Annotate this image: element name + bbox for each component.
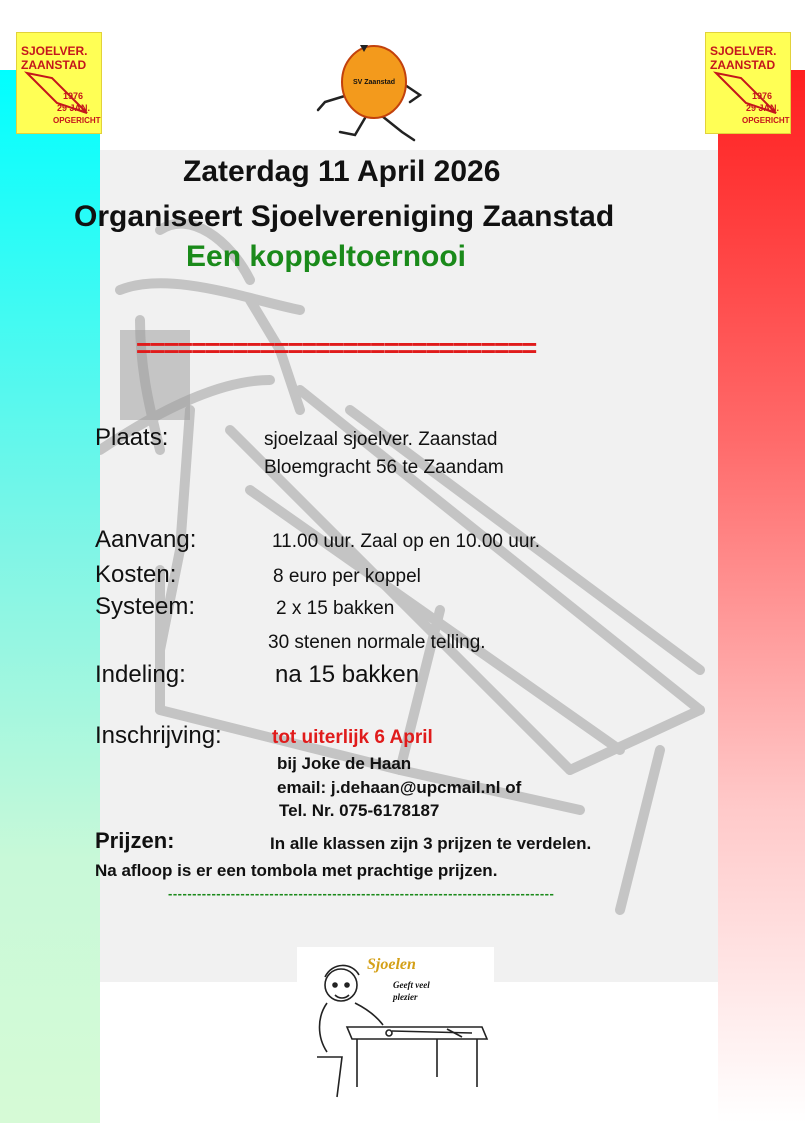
indeling-label: Indeling: bbox=[95, 661, 186, 688]
event-title: Een koppeltoernooi bbox=[186, 240, 467, 273]
svg-text:SJOELVER.: SJOELVER. bbox=[710, 44, 777, 58]
systeem-value-1: 2 x 15 bakken bbox=[276, 598, 395, 619]
aanvang-value: 11.00 uur. Zaal op en 10.00 uur. bbox=[272, 531, 540, 552]
kosten-label: Kosten: bbox=[95, 561, 177, 588]
svg-text:1976: 1976 bbox=[752, 91, 773, 101]
contact-email: email: j.dehaan@upcmail.nl of bbox=[277, 778, 522, 797]
svg-text:ZAANSTAD: ZAANSTAD bbox=[21, 58, 87, 72]
svg-text:Geeft veel: Geeft veel bbox=[393, 980, 430, 990]
svg-text:OPGERICHT: OPGERICHT bbox=[53, 116, 101, 125]
svg-text:OPGERICHT: OPGERICHT bbox=[742, 116, 790, 125]
svg-text:plezier: plezier bbox=[393, 992, 418, 1002]
right-color-band bbox=[718, 70, 805, 1123]
svg-text:ZAANSTAD: ZAANSTAD bbox=[710, 58, 776, 72]
plaats-value-line2: Bloemgracht 56 te Zaandam bbox=[264, 457, 504, 478]
svg-text:29 JAN.: 29 JAN. bbox=[746, 103, 780, 113]
red-divider: ============================= bbox=[136, 337, 536, 359]
prijzen-value: In alle klassen zijn 3 prijzen te verdelen. bbox=[270, 834, 592, 853]
svg-text:SJOELVER.: SJOELVER. bbox=[21, 44, 88, 58]
systeem-value-2: 30 stenen normale telling. bbox=[268, 632, 486, 653]
kosten-value: 8 euro per koppel bbox=[273, 566, 421, 587]
aanvang-label: Aanvang: bbox=[95, 526, 197, 553]
club-logo-left bbox=[16, 32, 102, 134]
indeling-value: na 15 bakken bbox=[275, 661, 420, 688]
plaats-value-line1: sjoelzaal sjoelver. Zaanstad bbox=[264, 429, 498, 450]
svg-text:29 JAN.: 29 JAN. bbox=[57, 103, 91, 113]
prijzen-label: Prijzen: bbox=[95, 828, 175, 853]
club-logo-right bbox=[705, 32, 791, 134]
inschrijving-deadline: tot uiterlijk 6 April bbox=[272, 727, 433, 748]
svg-text:SV Zaanstad: SV Zaanstad bbox=[352, 79, 396, 86]
systeem-label: Systeem: bbox=[95, 593, 196, 620]
contact-phone: Tel. Nr. 075-6178187 bbox=[279, 801, 440, 820]
contact-name: bij Joke de Haan bbox=[277, 754, 412, 773]
tombola-line: Na afloop is er een tombola met prachtige prijzen. bbox=[95, 861, 498, 880]
sjoelen-cartoon bbox=[297, 947, 494, 1102]
inschrijving-label: Inschrijving: bbox=[95, 722, 222, 749]
svg-text:Sjoelen: Sjoelen bbox=[367, 956, 416, 973]
mascot-running-puck bbox=[310, 40, 435, 145]
event-date: Zaterdag 11 April 2026 bbox=[183, 155, 501, 188]
plaats-label: Plaats: bbox=[95, 424, 169, 451]
organizer-line: Organiseert Sjoelvereniging Zaanstad bbox=[74, 200, 615, 233]
green-divider: -------------------------------------------------------------------------------- bbox=[168, 888, 555, 900]
svg-text:1976: 1976 bbox=[63, 91, 84, 101]
